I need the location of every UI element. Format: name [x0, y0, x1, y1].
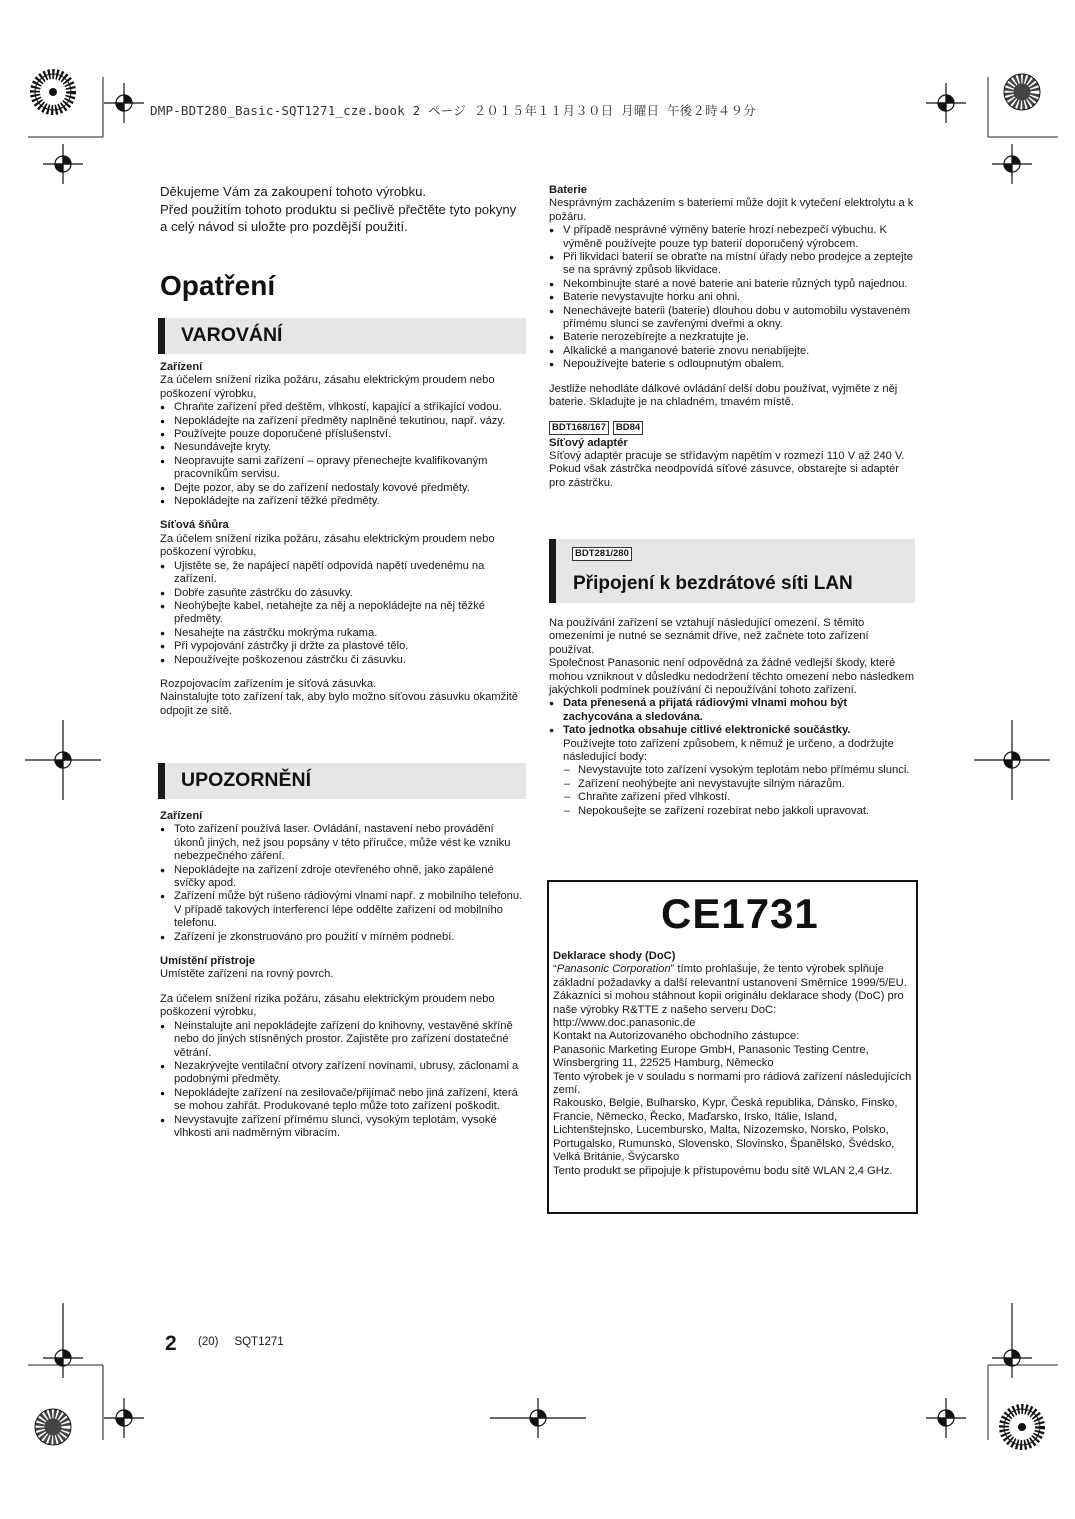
list-item: ● Nekombinujte staré a nové baterie ani baterie různých typů najednou.	[549, 278, 915, 291]
ce-mark: CE1731	[661, 890, 819, 937]
paragraph: Na používání zařízení se vztahují následující omezení. S těmito omezeními je nutné se seznámit dříve, než začnete toto zařízení používat.	[549, 617, 869, 656]
list-item: ● Nepokládejte zařízení na zesilovače/přijímač nebo jiná zařízení, která se mohou zahřát. Produkované teplo může toto zařízení poškodit.	[160, 1087, 526, 1114]
list-item: ● Toto zařízení používá laser. Ovládání, nastavení nebo provádění úkonů jiných, než jsou popsány v této příručce, může vést ke vzniku nebezpečného záření.	[160, 823, 526, 863]
paragraph: Rozpojovacím zařízením je síťová zásuvka.	[160, 677, 377, 690]
wlan-content	[549, 617, 915, 818]
list-item	[549, 724, 915, 764]
subheading: Zařízení	[160, 361, 203, 373]
paragraph: Zákazníci si mohou stáhnout kopii originálu deklarace shody (DoC) pro naše výrobky R&TTE z našeho serveru DoC:	[553, 990, 904, 1016]
page-title: Opatření	[160, 270, 276, 301]
caution-section-header	[158, 763, 526, 799]
list-item: ● Ujistěte se, že napájecí napětí odpovídá napětí uvedenému na zařízení.	[160, 560, 526, 587]
list-item: ● Dobře zasuňte zástrčku do zásuvky.	[160, 587, 526, 600]
list-item: ● Nevystavujte zařízení přímému slunci, vysokým teplotám, vysoké vlhkosti ani nadměrným vibracím.	[160, 1114, 526, 1141]
declaration-box	[547, 880, 918, 1214]
paragraph: Za účelem snížení rizika požáru, zásahu elektrickým proudem nebo poškození výrobku,	[160, 374, 495, 400]
bullet-list	[549, 224, 915, 371]
list-item: ● Neinstalujte ani nepokládejte zařízení do knihovny, vestavěné skříně nebo do jiných stísněných prostor. Zajistěte pro zařízení dostatečné větrání.	[160, 1020, 526, 1060]
paragraph: Umístěte zařízení na rovný povrch.	[160, 968, 334, 981]
list-item: ● Používejte pouze doporučené příslušenství.	[160, 428, 526, 441]
list-item: ● Nepoužívejte baterie s odloupnutým obalem.	[549, 358, 915, 371]
page-number: 2	[165, 1332, 177, 1355]
bullet-list	[160, 560, 526, 667]
list-item-text: Používejte toto zařízení způsobem, k němuž je určeno, a dodržujte následující body:	[563, 737, 894, 764]
declaration-heading: Deklarace shody (DoC)	[553, 950, 676, 962]
caution-content	[160, 810, 526, 1140]
intro-line: Děkujeme Vám za zakoupení tohoto výrobku.	[160, 184, 427, 199]
subheading: Síťová šňůra	[160, 519, 229, 532]
list-item: ● Nezakrývejte ventilační otvory zařízení novinami, ubrusy, záclonami a podobnými předměty.	[160, 1060, 526, 1087]
list-item: ● V případě nesprávné výměny baterie hrozí nebezpečí výbuchu. K výměně používejte pouze typ baterií doporučený výrobcem.	[549, 224, 915, 251]
model-tag: BDT281/280	[572, 547, 632, 561]
model-tag: BD84	[613, 421, 643, 435]
list-item: ● Nepokládejte na zařízení těžké předměty.	[160, 495, 526, 508]
print-header: DMP-BDT280_Basic-SQT1271_cze.book 2 ページ ２０１５年１１月３０日 月曜日 午後２時４９分	[150, 103, 756, 118]
subheading: Umístění přístroje	[160, 955, 256, 968]
list-item: ● Při likvidaci baterií se obraťte na místní úřady nebo prodejce a zeptejte se na správný způsob likvidace.	[549, 251, 915, 278]
declaration-text	[553, 950, 913, 1178]
warning-section-header	[158, 318, 526, 354]
bullet-list	[160, 401, 526, 508]
list-item: ● Baterie nerozebírejte a nezkratujte je.	[549, 331, 915, 344]
wlan-heading: Připojení k bezdrátové síti LAN	[573, 573, 853, 594]
page-footer	[198, 1336, 284, 1348]
list-item: ● Baterie nevystavujte horku ani ohni.	[549, 291, 915, 304]
intro-line: Před použitím tohoto produktu si pečlivě přečtěte tyto pokyny a celý návod si uložte pro pozdější použití.	[160, 201, 517, 234]
warning-heading: VAROVÁNÍ	[181, 324, 283, 346]
paragraph: Rakousko, Belgie, Bulharsko, Kypr, Česká republika, Dánsko, Finsko, Francie, Německo, Řecko, Maďarsko, Irsko, Itálie, Island, Lichtenštejnsko, Lucembursko, Malta, Nizozemsko, Norsko, Polsko, Portugalsko, Rumunsko, Slovensko, Slovinsko, Španělsko, Švédsko, Velká Británie, Švýcarsko	[553, 1097, 898, 1164]
list-item: ● Neohýbejte kabel, netahejte za něj a nepokládejte na něj těžké předměty.	[160, 600, 526, 627]
battery-content	[549, 184, 915, 490]
paragraph: Kontakt na Autorizovaného obchodního zástupce:	[553, 1030, 800, 1043]
list-item-bold: Tato jednotka obsahuje citlivé elektronické součástky.	[563, 724, 851, 737]
list-item: – Chraňte zařízení před vlhkostí.	[564, 791, 915, 804]
footer-code: SQT1271	[234, 1336, 284, 1348]
list-item: ● Nesahejte na zástrčku mokrýma rukama.	[160, 627, 526, 640]
list-item: ● Nepoužívejte poškozenou zástrčku či zásuvku.	[160, 654, 526, 667]
list-item: ● Data přenesená a přijatá rádiovými vlnami mohou být zachycována a sledována.	[549, 697, 915, 724]
model-tag: BDT168/167	[549, 421, 609, 435]
caution-heading: UPOZORNĚNÍ	[181, 769, 312, 791]
list-item: ● Nepokládejte na zařízení předměty naplněné tekutinou, např. vázy.	[160, 415, 526, 428]
paragraph: Tento produkt se připojuje k přístupovému bodu sítě WLAN 2,4 GHz.	[553, 1164, 893, 1177]
paragraph: Nesprávným zacházením s bateriemi může dojít k vytečení elektrolytu a k požáru.	[549, 197, 914, 223]
paragraph: “Panasonic Corporation” tímto prohlašuje, že tento výrobek splňuje základní požadavky a další relevantní ustanovení Směrnice 1999/5/EU.	[553, 963, 907, 989]
paragraph: Nainstalujte toto zařízení tak, aby bylo možno síťovou zásuvku okamžitě odpojit ze sítě.	[160, 691, 519, 717]
subheading: Baterie	[549, 184, 587, 196]
wlan-section-header	[549, 539, 915, 603]
paragraph-rest: ” tímto prohlašuje, že tento výrobek splňuje základní požadavky a další relevantní ustanovení Směrnice 1999/5/EU.	[553, 963, 907, 989]
warning-content	[160, 361, 526, 718]
paragraph: Jestliže nehodláte dálkové ovládání delší dobu používat, vyjměte z něj baterie. Skladujte je na chladném, tmavém místě.	[549, 382, 898, 409]
list-item: ● Zařízení je zkonstruováno pro použití v mírném podnebí.	[160, 931, 526, 944]
list-item: – Nepokoušejte se zařízení rozebírat nebo jakkoli upravovat.	[564, 805, 915, 818]
paragraph: Síťový adaptér pracuje se střídavým napětím v rozmezí 110 V až 240 V.	[549, 449, 905, 462]
list-item: – Zařízení neohýbejte ani nevystavujte silným nárazům.	[564, 778, 915, 791]
list-item: ● Alkalické a manganové baterie znovu nenabíjejte.	[549, 345, 915, 358]
list-item: ● Zařízení může být rušeno rádiovými vlnami např. z mobilního telefonu. V případě takových interferencí lépe oddělte zařízení od mobilního telefonu.	[160, 890, 526, 930]
paragraph: Za účelem snížení rizika požáru, zásahu elektrickým proudem nebo poškození výrobku,	[160, 992, 495, 1019]
paragraph: Za účelem snížení rizika požáru, zásahu elektrickým proudem nebo poškození výrobku,	[160, 532, 495, 559]
doc-url: http://www.doc.panasonic.de	[553, 1017, 696, 1030]
list-item: ● Nenechávejte baterii (baterie) dlouhou dobu v automobilu vystaveném přímému slunci se zavřenými dveřmi a okny.	[549, 305, 915, 332]
bullet-list	[549, 697, 915, 764]
list-item: ● Neopravujte sami zařízení – opravy přenechejte kvalifikovaným pracovníkům servisu.	[160, 455, 526, 482]
list-item: ● Dejte pozor, aby se do zařízení nedostaly kovové předměty.	[160, 482, 526, 495]
dash-list	[564, 764, 915, 818]
list-item: ● Při vypojování zástrčky ji držte za plastové tělo.	[160, 640, 526, 653]
bullet-list	[160, 1020, 526, 1141]
paragraph: Pokud však zástrčka neodpovídá síťové zásuvce, obstarejte si adaptér pro zástrčku.	[549, 463, 899, 489]
subheading: Zařízení	[160, 810, 203, 822]
paragraph: Panasonic Marketing Europe GmbH, Panasonic Testing Centre, Winsbergring 11, 22525 Hamburg, Německo	[553, 1043, 869, 1070]
paragraph: Společnost Panasonic není odpovědná za žádné vedlejší škody, které mohou vzniknout v důsledku nedodržení těchto omezení nebo následkem jakýchkoli podmínek používání či nepoužívání tohoto zařízení.	[549, 657, 915, 697]
bullet-list	[160, 823, 526, 944]
list-item: ● Nepokládejte na zařízení zdroje otevřeného ohně, jako zapálené svíčky apod.	[160, 864, 526, 891]
subheading: Síťový adaptér	[549, 436, 628, 449]
list-item: – Nevystavujte toto zařízení vysokým teplotám nebo přímému slunci.	[564, 764, 915, 777]
company-name: Panasonic Corporation	[556, 963, 671, 976]
list-item: ● Nesundávejte kryty.	[160, 441, 526, 454]
paragraph: Tento výrobek je v souladu s normami pro rádiová zařízení následujících zemí.	[553, 1070, 912, 1097]
intro-text	[160, 183, 520, 236]
list-item: ● Chraňte zařízení před deštěm, vlhkostí, kapající a stříkající vodou.	[160, 401, 526, 414]
model-tags	[549, 421, 915, 435]
footer-ref: (20)	[198, 1336, 219, 1348]
